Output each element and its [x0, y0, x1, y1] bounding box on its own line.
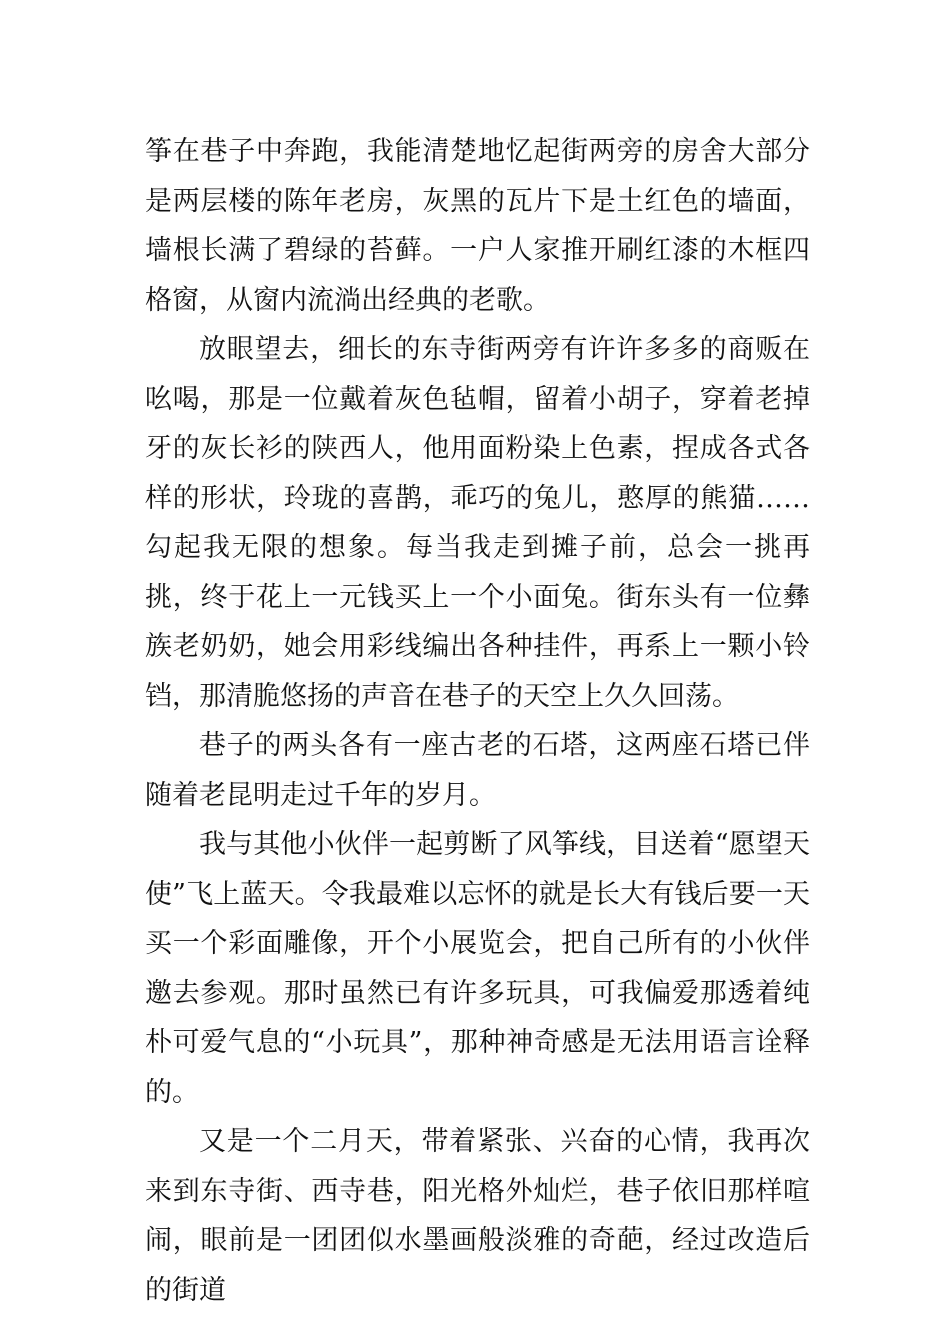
paragraph-4: 我与其他小伙伴一起剪断了风筝线，目送着“愿望天使”飞上蓝天。令我最难以忘怀的就是长大有钱后要一天买一个彩面雕像，开个小展览会，把自己所有的小伙伴邀去参观。那时虽然已有许多玩具，可我偏爱那透着纯朴可爱气息的“小玩具”，那种神奇感是无法用语言诠释的。 [145, 829, 810, 1108]
paragraph-3: 巷子的两头各有一座古老的石塔，这两座石塔已伴随着老昆明走过千年的岁月。 [145, 730, 810, 811]
paragraph-2: 放眼望去，细长的东寺街两旁有许许多多的商贩在吆喝，那是一位戴着灰色毡帽，留着小胡子，穿着老掉牙的灰长衫的陕西人，他用面粉染上色素，捏成各式各样的形状，玲珑的喜鹊，乖巧的兔儿，憨厚的熊猫……勾起我无限的想象。每当我走到摊子前，总会一挑再挑，终于花上一元钱买上一个小面兔。街东头有一位彝族老奶奶，她会用彩线编出各种挂件，再系上一颗小铃铛，那清脆悠扬的声音在巷子的天空上久久回荡。 [145, 334, 810, 712]
paragraph-1: 筝在巷子中奔跑，我能清楚地忆起街两旁的房舍大部分是两层楼的陈年老房，灰黑的瓦片下是土红色的墙面，墙根长满了碧绿的苔藓。一户人家推开刷红漆的木框四格窗，从窗内流淌出经典的老歌。 [145, 136, 810, 316]
document-body [145, 127, 810, 1315]
paragraph-5: 又是一个二月天，带着紧张、兴奋的心情，我再次来到东寺街、西寺巷，阳光格外灿烂，巷子依旧那样喧闹，眼前是一团团似水墨画般淡雅的奇葩，经过改造后的街道 [145, 1126, 810, 1306]
